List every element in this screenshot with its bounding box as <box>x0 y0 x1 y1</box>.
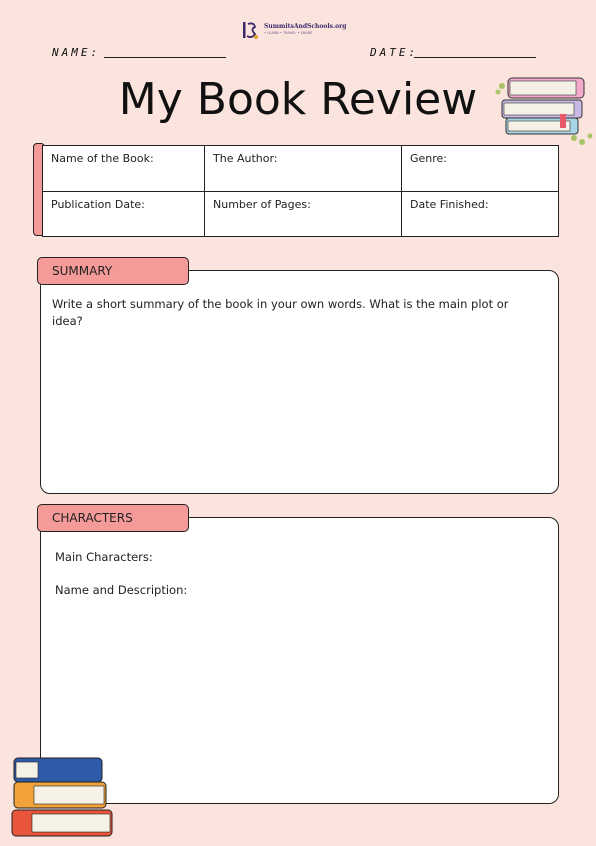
characters-heading <box>37 504 189 532</box>
summary-prompt: Write a short summary of the book in your own words. What is the main plot or idea? <box>52 297 509 328</box>
book-name-label: Name of the Book: <box>51 152 154 165</box>
name-label: NAME: <box>52 46 101 59</box>
characters-heading-text: CHARACTERS <box>52 511 133 525</box>
publication-date-label: Publication Date: <box>51 197 145 211</box>
logo-mark-icon <box>240 20 260 40</box>
book-name-cell[interactable] <box>43 146 205 192</box>
main-characters-label: Main Characters: <box>55 550 153 564</box>
publication-date-cell[interactable] <box>43 191 205 237</box>
date-line[interactable] <box>414 57 536 58</box>
books-pile-icon <box>8 754 118 842</box>
logo-name: SummitsAndSchools.org <box>264 23 347 31</box>
summary-heading-text: SUMMARY <box>52 264 113 278</box>
logo-tagline: • LEARN • TRAVEL • SHARE <box>264 31 313 36</box>
site-logo <box>240 20 347 40</box>
author-cell[interactable] <box>205 146 402 192</box>
books-stack-icon <box>494 72 596 150</box>
genre-label: Genre: <box>410 152 448 165</box>
summary-heading <box>37 257 189 285</box>
name-description-label: Name and Description: <box>55 583 188 597</box>
name-line[interactable] <box>104 57 226 58</box>
page-title: My Book Review <box>118 74 478 125</box>
date-finished-label: Date Finished: <box>410 197 489 211</box>
genre-cell[interactable] <box>402 146 559 192</box>
author-label: The Author: <box>213 152 278 165</box>
pages-label: Number of Pages: <box>213 197 311 211</box>
book-info-table <box>42 145 559 237</box>
pages-cell[interactable] <box>205 191 402 237</box>
date-label: DATE: <box>370 46 419 59</box>
date-finished-cell[interactable] <box>402 191 559 237</box>
